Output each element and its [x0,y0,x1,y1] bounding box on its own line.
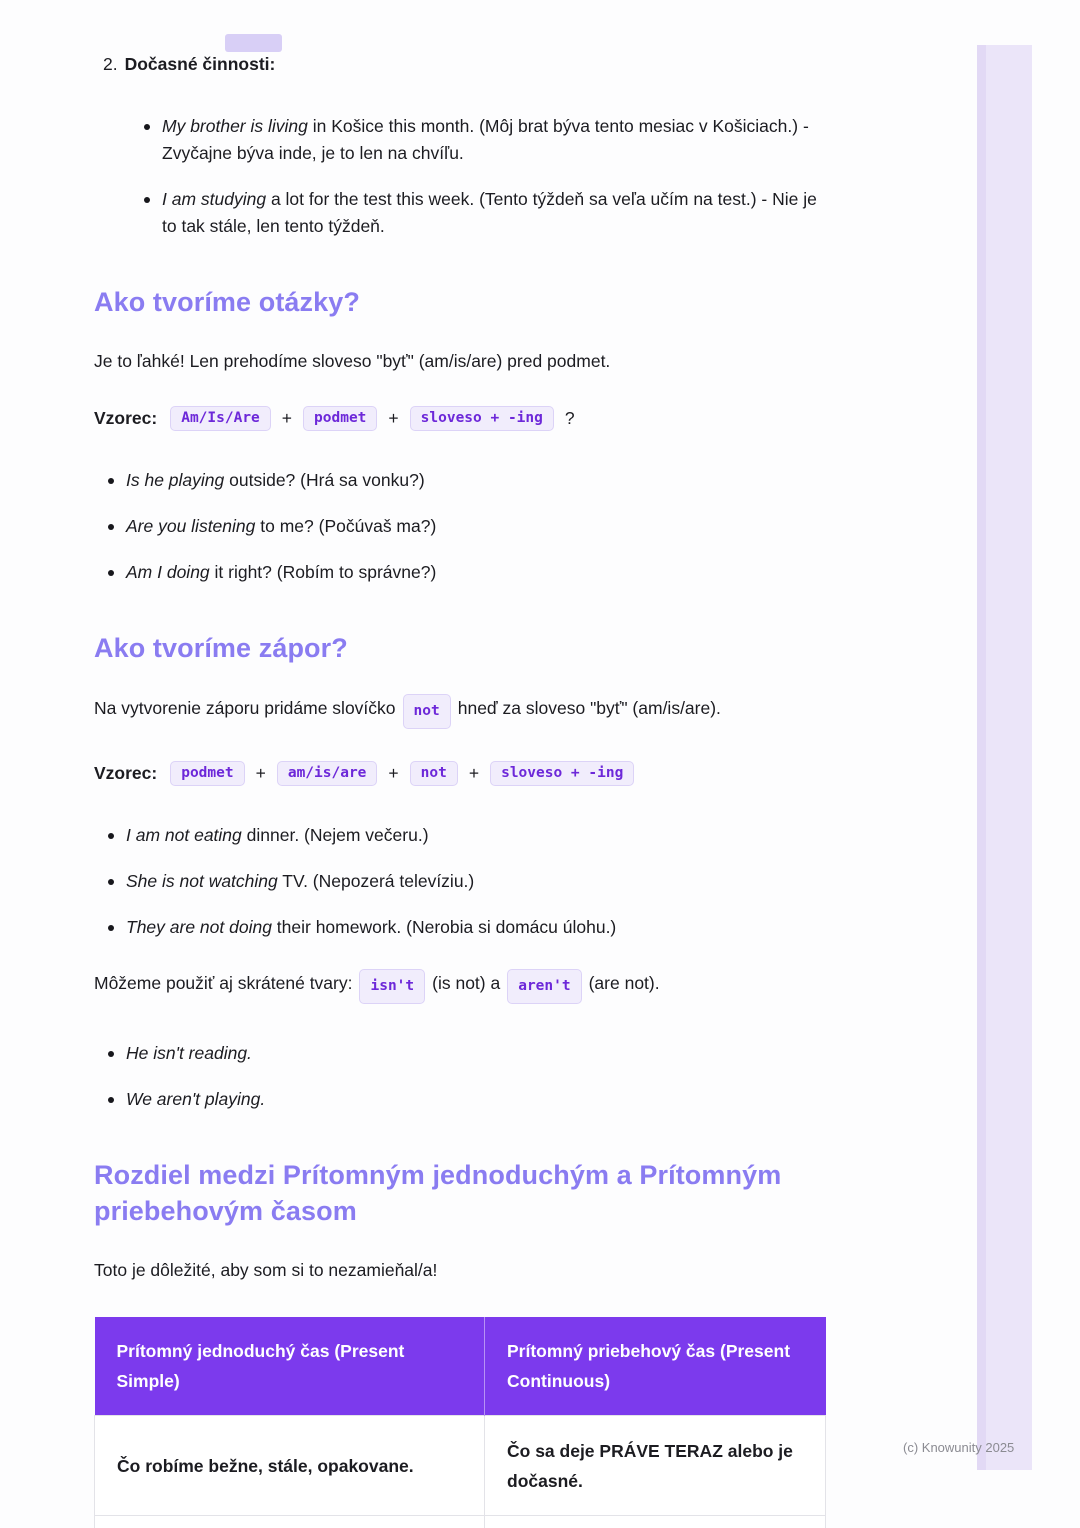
questions-formula [94,406,826,431]
english-phrase: My brother is living [162,116,308,136]
english-phrase: I am not eating [126,825,242,845]
list-item [104,868,826,895]
phrase-rest: in Košice this month. (Môj brat býva tento mesiac v Košiciach.) - Zvyčajne býva inde, je to len na chvíľu. [162,116,809,163]
formula-separator: + [255,763,266,783]
formula-chip: sloveso + -ing [490,761,634,786]
formula-chip: Am/Is/Are [170,406,271,431]
table-row [95,1416,826,1516]
english-phrase: He isn't reading. [126,1043,252,1063]
formula-chip: podmet [303,406,377,431]
document-content [94,0,826,1528]
contractions-mid: (is not) a [432,973,501,993]
formula-label: Vzorec: [94,763,158,783]
questions-examples-list [104,467,826,586]
english-phrase: We aren't playing. [126,1089,266,1109]
section-heading-negation: Ako tvoríme zápor? [94,633,348,663]
list-item [104,822,826,849]
list-item [104,513,826,540]
table-header-row [95,1317,826,1416]
formula-separator: ? [564,408,575,428]
phrase-rest: dinner. (Nejem večeru.) [241,825,429,845]
inline-chip-not: not [403,694,451,729]
formula-chip: am/is/are [277,761,378,786]
list-item [104,1086,826,1113]
negation-intro-post: hneď za sloveso "byť" (am/is/are). [457,698,721,718]
list-item [104,467,826,494]
item-title: Dočasné činnosti: [124,54,276,74]
table-cell [95,1516,485,1528]
formula-label: Vzorec: [94,408,158,428]
formula-chip: not [410,761,458,786]
english-phrase: Am I doing [126,562,210,582]
right-margin-strip [977,45,1032,1470]
phrase-rest: outside? (Hrá sa vonku?) [224,470,425,490]
formula-separator: + [281,408,293,428]
phrase-rest: to me? (Počúvaš ma?) [255,516,437,536]
english-phrase: They are not doing [126,917,272,937]
inline-chip-isnt: isn't [359,969,425,1004]
phrase-rest: it right? (Robím to správne?) [209,562,437,582]
table-header-present-continuous: Prítomný priebehový čas (Present Continuous) [485,1317,826,1416]
english-phrase: I am studying [162,189,267,209]
table-row-cutoff [95,1516,826,1528]
inline-chip-arent: aren't [507,969,581,1004]
english-phrase: She is not watching [126,871,278,891]
difference-intro: Toto je dôležité, aby som si to nezamieňal/a! [94,1260,438,1280]
comparison-table [94,1317,826,1528]
phrase-rest: TV. (Nepozerá televíziu.) [277,871,475,891]
english-phrase: Is he playing [126,470,225,490]
negation-examples-list [104,822,826,941]
table-header-present-simple: Prítomný jednoduchý čas (Present Simple) [95,1317,485,1416]
negation-intro [94,694,826,729]
list-item [104,1040,826,1067]
numbered-item [94,52,826,77]
formula-chip: podmet [170,761,244,786]
negation-intro-pre: Na vytvorenie záporu pridáme slovíčko [94,698,396,718]
contractions-examples-list [104,1040,826,1113]
contractions-post: (are not). [588,973,660,993]
table-cell: Čo sa deje PRÁVE TERAZ alebo je dočasné. [485,1416,826,1516]
temporary-activities-list [140,113,826,240]
section-heading-questions: Ako tvoríme otázky? [94,287,360,317]
contractions-pre: Môžeme použiť aj skrátené tvary: [94,973,353,993]
section-heading-difference: Rozdiel medzi Prítomným jednoduchým a Prítomným priebehovým časom [94,1160,782,1226]
list-item [140,186,826,240]
english-phrase: Are you listening [126,516,256,536]
negation-formula [94,761,826,786]
formula-separator: + [388,408,399,428]
list-item [104,559,826,586]
item-number: 2. [103,54,118,74]
copyright-notice: (c) Knowunity 2025 [903,1440,1015,1455]
list-item [140,113,826,167]
formula-chip: sloveso + -ing [410,406,554,431]
phrase-rest: their homework. (Nerobia si domácu úlohu.) [271,917,617,937]
table-cell [485,1516,826,1528]
formula-separator: + [388,763,399,783]
formula-separator: + [468,763,480,783]
phrase-rest: a lot for the test this week. (Tento týždeň sa veľa učím na test.) - Nie je to tak stále, len tento týždeň. [162,189,817,236]
questions-intro: Je to ľahké! Len prehodíme sloveso "byť" (am/is/are) pred podmet. [94,351,611,371]
list-item [104,914,826,941]
table-cell: Čo robíme bežne, stále, opakovane. [95,1416,485,1516]
contractions-line [94,969,826,1004]
